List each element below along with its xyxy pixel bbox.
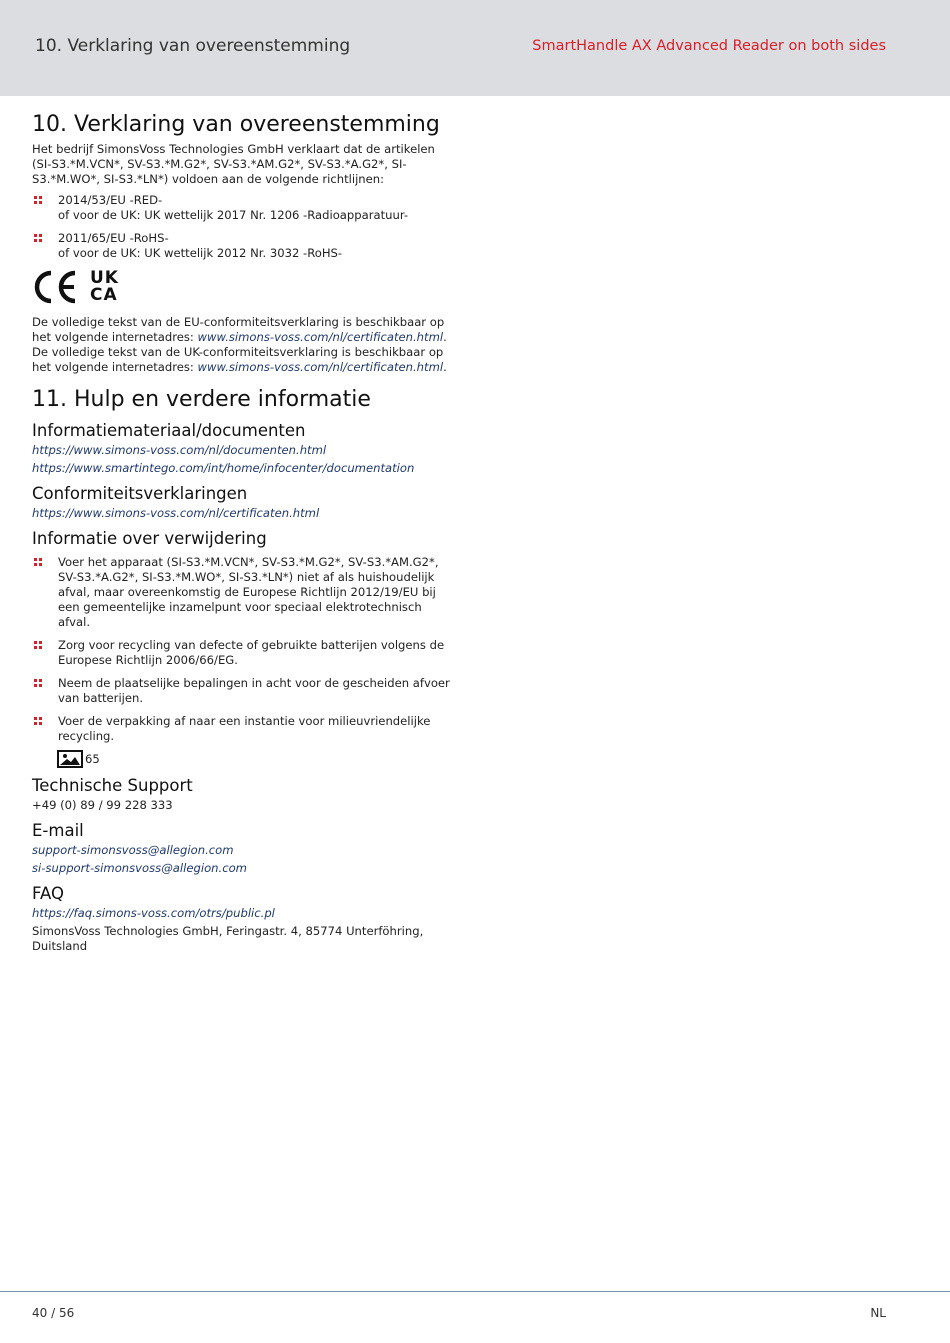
directive-list [32, 193, 452, 261]
image-ref-page: 65 [85, 751, 100, 766]
disposal-text: Zorg voor recycling van defecte of gebruikte batterijen volgens de Europese Richtlijn 2006/66/EG. [58, 638, 445, 667]
bullet-icon [34, 641, 42, 649]
ukca-mark-icon [90, 270, 119, 304]
section-10-heading: 10. Verklaring van overeenstemming [32, 112, 440, 137]
company-address: SimonsVoss Technologies GmbH, Feringastr. 4, 85774 Unterföhring, Duitsland [32, 924, 424, 953]
faq-heading: FAQ [32, 884, 64, 903]
info-material-heading: Informatiemateriaal/documenten [32, 421, 306, 440]
directive-code: 2014/53/EU -RED- [58, 193, 163, 207]
section-11-heading: 11. Hulp en verdere informatie [32, 387, 371, 412]
image-icon [57, 750, 83, 768]
list-item [32, 714, 452, 744]
support-phone: +49 (0) 89 / 99 228 333 [32, 798, 173, 812]
ce-mark-icon [32, 270, 78, 304]
header-section-title: 10. Verklaring van overeenstemming [35, 36, 351, 56]
conformity-intro: Het bedrijf SimonsVoss Technologies GmbH verklaart dat de artikelen (SI-S3.*M.VCN*, SV-S3.*M.G2*, SV-S3.*AM.G2*, SV-S3.*A.G2*, SI-S3.*M.WO*, SI-S3.*LN*) voldoen aan de volgende richtlijnen: [32, 142, 435, 186]
bullet-icon [34, 679, 42, 687]
list-item [32, 555, 452, 630]
period: . [443, 330, 447, 344]
faq-link[interactable]: https://faq.simons-voss.com/otrs/public.pl [32, 906, 275, 920]
support-email-link[interactable]: support-simonsvoss@allegion.com [32, 843, 234, 857]
ukca-top: UK [90, 268, 119, 288]
directive-code: 2011/65/EU -RoHS- [58, 231, 169, 245]
page-number: 40 / 56 [32, 1306, 75, 1320]
bullet-icon [34, 717, 42, 725]
uk-certificates-link[interactable]: www.simons-voss.com/nl/certificaten.html [197, 360, 444, 374]
documents-link[interactable]: https://www.simons-voss.com/nl/documenten.html [32, 443, 327, 457]
uk-declaration-text [32, 345, 452, 375]
list-item [32, 193, 452, 223]
infocenter-link[interactable]: https://www.smartintego.com/int/home/infocenter/documentation [32, 461, 415, 475]
eu-text: De volledige tekst van de EU-conformiteitsverklaring is beschikbaar op het volgende internetadres: [32, 315, 445, 344]
language-code: NL [870, 1306, 886, 1320]
list-item [32, 676, 452, 706]
eu-certificates-link[interactable]: www.simons-voss.com/nl/certificaten.html [197, 330, 444, 344]
header-product-name: SmartHandle AX Advanced Reader on both sides [532, 38, 886, 54]
uk-text: De volledige tekst van de UK-conformiteitsverklaring is beschikbaar op het volgende internetadres: [32, 345, 444, 374]
si-support-email-link[interactable]: si-support-simonsvoss@allegion.com [32, 861, 247, 875]
bullet-icon [34, 558, 42, 566]
disposal-text: Voer de verpakking af naar een instantie voor milieuvriendelijke recycling. [58, 714, 431, 743]
disposal-heading: Informatie over verwijdering [32, 529, 267, 548]
disposal-text: Voer het apparaat (SI-S3.*M.VCN*, SV-S3.*M.G2*, SV-S3.*AM.G2*, SV-S3.*A.G2*, SI-S3.*M.WO*, SI-S3.*LN*) niet af als huishoudelijk afval, maar overeenkomstig de Europese Richtlijn 2012/19/EU bij een gemeentelijke inzamelpunt voor speciaal elektrotechnisch afval. [58, 555, 439, 629]
eu-declaration-text [32, 315, 452, 345]
page-content [32, 112, 452, 954]
disposal-list [32, 555, 452, 744]
period: . [443, 360, 447, 374]
support-heading: Technische Support [32, 776, 193, 795]
ukca-bottom: CA [90, 285, 118, 305]
list-item [32, 231, 452, 261]
certificates-link[interactable]: https://www.simons-voss.com/nl/certificaten.html [32, 506, 320, 520]
conformity-heading: Conformiteitsverklaringen [32, 484, 248, 503]
footer-divider [0, 1291, 950, 1292]
list-item [32, 638, 452, 668]
certification-marks [32, 269, 452, 305]
disposal-text: Neem de plaatselijke bepalingen in acht voor de gescheiden afvoer van batterijen. [58, 676, 450, 705]
directive-uk: of voor de UK: UK wettelijk 2017 Nr. 1206 -Radioapparatuur- [58, 208, 409, 222]
bullet-icon [34, 234, 42, 242]
bullet-icon [34, 196, 42, 204]
directive-uk: of voor de UK: UK wettelijk 2012 Nr. 3032 -RoHS- [58, 246, 343, 260]
email-heading: E-mail [32, 821, 84, 840]
page-header [0, 0, 950, 96]
image-reference[interactable] [57, 750, 452, 768]
